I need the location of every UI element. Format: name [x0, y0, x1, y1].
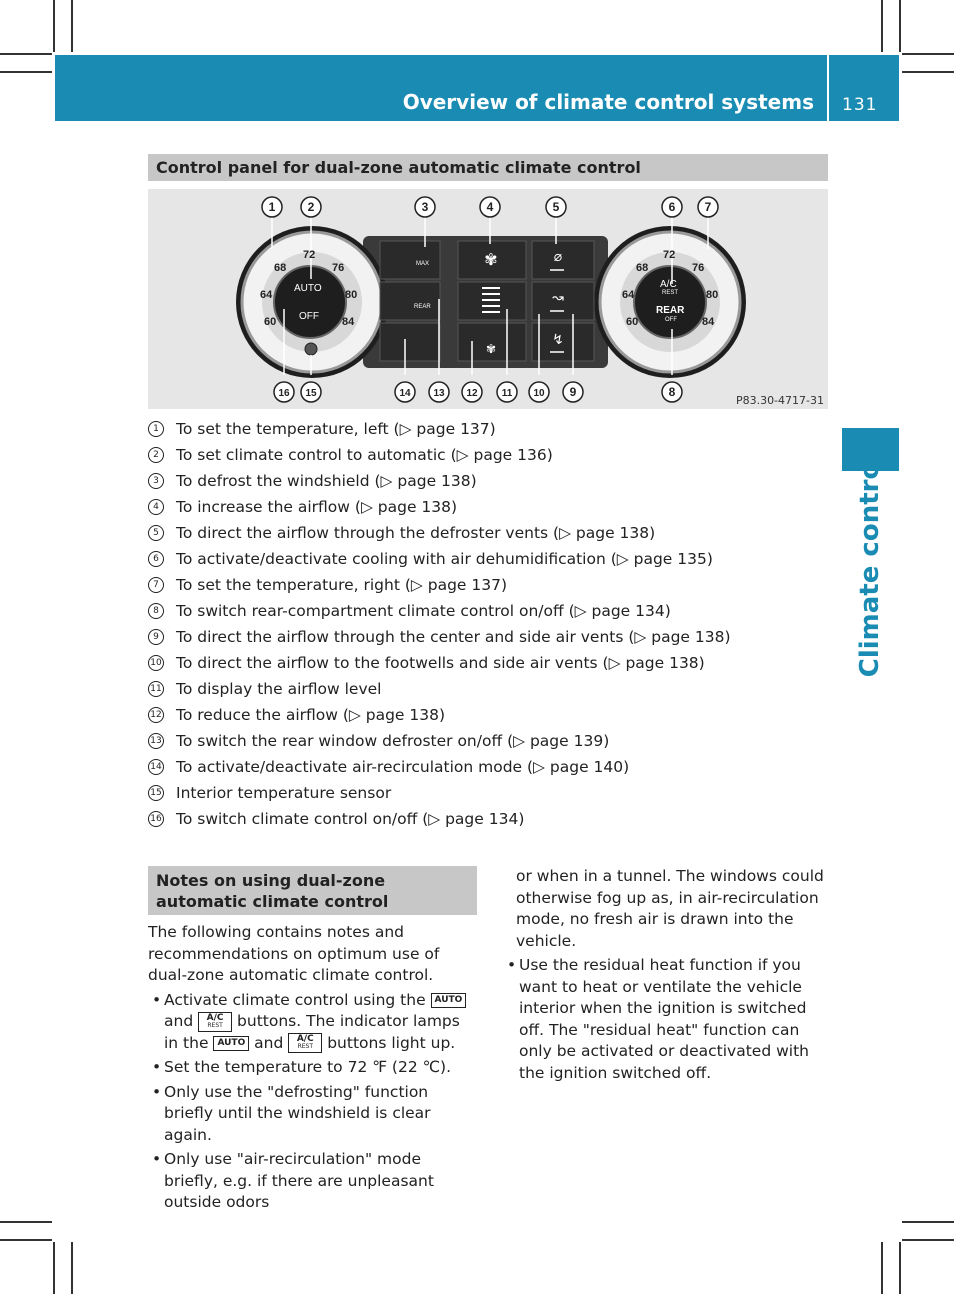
auto-button-icon: AUTO — [213, 1036, 249, 1051]
legend-number: 4 — [148, 499, 164, 515]
svg-text:↯: ↯ — [552, 332, 564, 348]
legend-text: To switch climate control on/off (▷ page 134) — [176, 810, 525, 828]
legend-number: 12 — [148, 707, 164, 723]
left-temp-72: 72 — [303, 249, 316, 261]
callout-number: 9 — [569, 385, 577, 399]
legend-number: 3 — [148, 473, 164, 489]
page-title: Overview of climate control systems — [402, 90, 814, 114]
callout-number: 11 — [501, 388, 513, 399]
ac-text: A/C — [296, 1034, 314, 1044]
legend-item — [148, 728, 828, 754]
legend-item — [148, 650, 828, 676]
legend-text: To activate/deactivate cooling with air dehumidification (▷ page 135) — [176, 550, 713, 568]
recirculation-continuation: or when in a tunnel. The windows could otherwise fog up as, in air-recirculation mode, no fresh air is drawn into the vehicle. — [516, 867, 824, 950]
bullet-temperature: • Set the temperature to 72 ℉ (22 ℃). — [148, 1057, 478, 1079]
crop-mark — [902, 1221, 954, 1223]
legend-text: To switch rear-compartment climate control on/off (▷ page 134) — [176, 602, 671, 620]
legend-item — [148, 468, 828, 494]
crop-mark — [899, 1242, 901, 1294]
left-temp-68: 68 — [274, 262, 287, 274]
left-temp-76: 76 — [332, 262, 345, 274]
crop-mark — [881, 0, 883, 52]
callout-number: 14 — [399, 388, 411, 399]
bullet-text: and — [254, 1033, 284, 1052]
legend-number: 1 — [148, 421, 164, 437]
legend-item — [148, 754, 828, 780]
legend-item — [148, 442, 828, 468]
legend-text: To reduce the airflow (▷ page 138) — [176, 706, 446, 724]
callout-number: 8 — [668, 385, 676, 399]
page-number: 131 — [842, 95, 878, 115]
legend-number: 13 — [148, 733, 164, 749]
right-temp-80: 80 — [706, 289, 719, 301]
right-temp-84: 84 — [702, 316, 715, 328]
legend-item — [148, 598, 828, 624]
legend-item — [148, 702, 828, 728]
legend-number: 14 — [148, 759, 164, 775]
callout-number: 16 — [278, 388, 290, 399]
right-temp-72: 72 — [663, 249, 676, 261]
crop-mark — [902, 53, 954, 55]
right-temp-64: 64 — [622, 289, 635, 301]
rear-defrost-label: REAR — [414, 304, 431, 310]
legend-number: 6 — [148, 551, 164, 567]
bullet-text: buttons. The indicator lamps in the — [164, 1012, 460, 1052]
ac-rest-button-icon — [198, 1012, 232, 1032]
legend-item — [148, 572, 828, 598]
crop-mark — [881, 1242, 883, 1294]
ac-text: A/C — [206, 1012, 224, 1023]
bullet-text: buttons light up. — [327, 1033, 456, 1052]
right-temp-60: 60 — [626, 316, 639, 328]
legend-text: To display the airflow level — [176, 680, 382, 698]
callout-number: 13 — [433, 388, 445, 399]
notes-right-column — [503, 866, 831, 1087]
legend-text: To set climate control to automatic (▷ page 136) — [176, 446, 553, 464]
crop-mark — [0, 71, 52, 73]
crop-mark — [902, 71, 954, 73]
legend-text: To increase the airflow (▷ page 138) — [176, 498, 458, 516]
control-panel-figure — [148, 189, 828, 409]
auto-label: AUTO — [294, 283, 322, 294]
legend-number: 16 — [148, 811, 164, 827]
legend-text: To defrost the windshield (▷ page 138) — [176, 472, 477, 490]
legend-number: 2 — [148, 447, 164, 463]
rear-off-label: OFF — [665, 317, 677, 323]
legend-number: 9 — [148, 629, 164, 645]
crop-mark — [902, 1239, 954, 1241]
bullet-residual-heat: • Use the residual heat function if you want to heat or ventilate the vehicle interior when the ignition is switched off. The "residual heat" function can only be activated or deactivated with the ignition switched off. — [503, 955, 831, 1084]
svg-text:↝: ↝ — [552, 290, 564, 306]
callout-number: 3 — [421, 200, 429, 214]
bullet-text: and — [164, 1012, 194, 1030]
svg-text:✾: ✾ — [485, 342, 497, 356]
callout-number: 10 — [533, 388, 545, 399]
legend-number: 15 — [148, 785, 164, 801]
legend-number: 8 — [148, 603, 164, 619]
rear-label: REAR — [656, 305, 685, 316]
legend-text: To direct the airflow through the defroster vents (▷ page 138) — [176, 524, 656, 542]
side-tab-label: Climate control — [855, 452, 885, 678]
callout-number: 2 — [307, 200, 315, 214]
callout-number: 5 — [552, 200, 560, 214]
crop-mark — [0, 53, 52, 55]
bullet-activate — [148, 990, 478, 1055]
callout-number: 4 — [486, 200, 494, 214]
left-temp-64: 64 — [260, 289, 273, 301]
auto-button-icon: AUTO — [431, 993, 467, 1008]
legend-number: 7 — [148, 577, 164, 593]
off-label: OFF — [299, 311, 319, 322]
legend-item — [148, 494, 828, 520]
legend-number: 5 — [148, 525, 164, 541]
crop-mark — [53, 1242, 55, 1294]
left-knob-labels — [148, 189, 828, 409]
max-label: MAX — [416, 261, 430, 267]
legend-text: To set the temperature, right (▷ page 137) — [176, 576, 508, 594]
callout-number: 6 — [668, 200, 676, 214]
legend-item — [148, 520, 828, 546]
left-temp-80: 80 — [345, 289, 358, 301]
svg-text:✾: ✾ — [484, 250, 498, 269]
callout-number: 12 — [466, 388, 478, 399]
figure-code: P83.30-4717-31 — [735, 394, 824, 407]
legend-text: To set the temperature, left (▷ page 137) — [176, 420, 496, 438]
bullet-recirculation: • Only use "air-recirculation" mode briefly, e.g. if there are unpleasant outside odors — [148, 1149, 478, 1214]
crop-mark — [899, 0, 901, 52]
legend-text: To direct the airflow through the center and side air vents (▷ page 138) — [176, 628, 731, 646]
right-temp-76: 76 — [692, 262, 705, 274]
ac-label: A/C — [660, 279, 677, 290]
right-temp-68: 68 — [636, 262, 649, 274]
legend-item — [148, 806, 828, 832]
crop-mark — [0, 1221, 52, 1223]
rest-label: REST — [662, 290, 679, 296]
rest-text: REST — [297, 1043, 313, 1050]
crop-mark — [71, 0, 73, 52]
legend-item — [148, 780, 828, 806]
legend-item — [148, 416, 828, 442]
legend-item — [148, 546, 828, 572]
callout-number: 1 — [268, 200, 276, 214]
legend-text: To switch the rear window defroster on/off (▷ page 139) — [176, 732, 610, 750]
legend-text: To direct the airflow to the footwells and side air vents (▷ page 138) — [176, 654, 705, 672]
notes-intro: The following contains notes and recommendations on optimum use of dual-zone automatic climate control. — [148, 923, 440, 984]
legend-text: To activate/deactivate air-recirculation mode (▷ page 140) — [176, 758, 630, 776]
legend-item — [148, 676, 828, 702]
section-heading: Control panel for dual-zone automatic climate control — [148, 154, 828, 181]
legend-number: 10 — [148, 655, 164, 671]
notes-left-column — [148, 922, 478, 1217]
legend-text: Interior temperature sensor — [176, 784, 392, 802]
crop-mark — [0, 1239, 52, 1241]
header-divider — [827, 55, 829, 121]
notes-heading: Notes on using dual-zone automatic climate control — [148, 866, 477, 915]
svg-text:⌀: ⌀ — [553, 249, 563, 265]
legend-item — [148, 624, 828, 650]
callout-number: 15 — [305, 388, 317, 399]
left-temp-84: 84 — [342, 316, 355, 328]
callout-number: 7 — [704, 200, 712, 214]
legend-list — [148, 416, 828, 832]
rest-text: REST — [207, 1021, 223, 1029]
left-temp-60: 60 — [264, 316, 277, 328]
bullet-text: Activate climate control using the — [164, 990, 426, 1009]
crop-mark — [53, 0, 55, 52]
legend-number: 11 — [148, 681, 164, 697]
crop-mark — [71, 1242, 73, 1294]
ac-rest-button-icon — [288, 1033, 322, 1053]
bullet-defrosting: • Only use the "defrosting" function briefly until the windshield is clear again. — [148, 1082, 478, 1147]
